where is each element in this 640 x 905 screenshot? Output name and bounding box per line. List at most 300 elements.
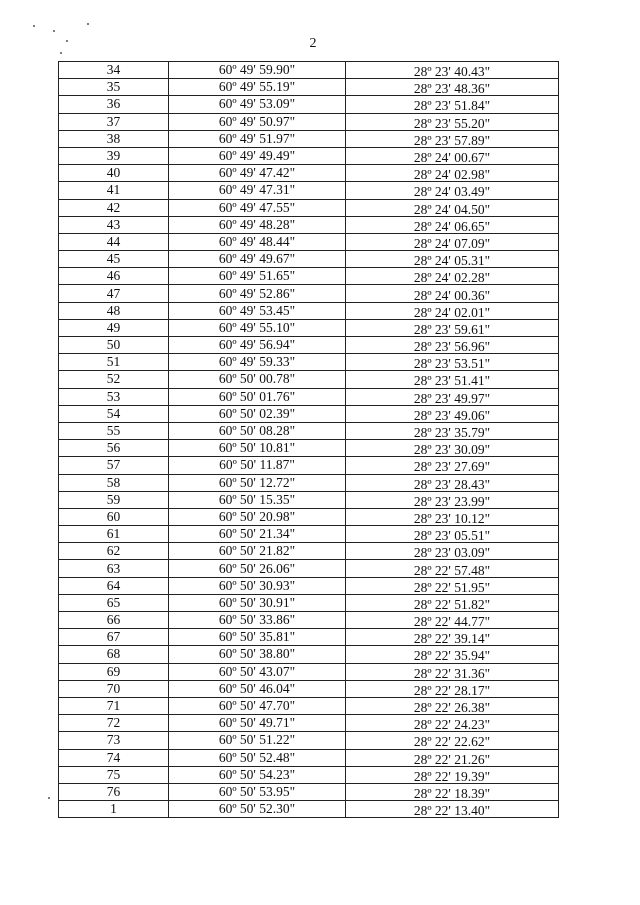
point-number-cell [59,337,169,354]
longitude-cell-text: 28º 23' 49.97" [413,390,491,406]
latitude-cell-text: 60º 50' 46.04" [218,680,296,696]
table-row [59,440,559,457]
longitude-cell [346,285,559,302]
point-number-cell-text: 69 [106,663,121,679]
point-number-cell [59,371,169,388]
latitude-cell [169,526,346,543]
longitude-cell-text: 28º 24' 00.36" [413,287,491,303]
table-row [59,96,559,113]
longitude-cell [346,422,559,439]
longitude-cell [346,147,559,164]
point-number-cell-text: 71 [106,698,121,714]
point-number-cell-text: 63 [106,560,121,576]
point-number-cell-text: 61 [106,526,121,542]
longitude-cell [346,526,559,543]
latitude-cell [169,96,346,113]
longitude-cell [346,62,559,79]
longitude-cell-text: 28º 23' 59.61" [413,321,491,337]
point-number-cell [59,629,169,646]
point-number-cell-text: 40 [106,165,121,181]
latitude-cell-text: 60º 49' 55.10" [218,319,296,335]
table-row [59,251,559,268]
longitude-cell-text: 28º 22' 26.38" [413,700,491,715]
longitude-cell [346,79,559,96]
latitude-cell [169,62,346,79]
longitude-cell-text: 28º 23' 03.09" [413,545,491,560]
latitude-cell-text: 60º 50' 08.28" [218,423,296,439]
latitude-cell-text: 60º 49' 48.44" [218,233,296,249]
point-number-cell [59,251,169,268]
latitude-cell-text: 60º 49' 49.49" [218,148,296,164]
table-row [59,491,559,508]
latitude-cell-text: 60º 49' 49.67" [218,251,296,267]
longitude-cell [346,440,559,457]
point-number-cell [59,405,169,422]
table-row [59,577,559,594]
table-row [59,62,559,79]
latitude-cell-text: 60º 50' 10.81" [218,440,296,456]
latitude-cell [169,543,346,560]
point-number-cell-text: 76 [106,783,121,799]
latitude-cell-text: 60º 49' 56.94" [218,337,296,353]
latitude-cell-text: 60º 50' 52.48" [218,749,296,765]
point-number-cell-text: 41 [106,182,121,198]
point-number-cell [59,354,169,371]
point-number-cell-text: 64 [106,577,121,593]
point-number-cell-text: 42 [106,199,121,215]
latitude-cell [169,302,346,319]
latitude-cell-text: 60º 50' 11.87" [219,457,295,473]
longitude-cell [346,216,559,233]
coordinates-table-body [59,62,559,818]
latitude-cell-text: 60º 49' 47.55" [218,199,296,215]
point-number-cell-text: 34 [106,62,121,78]
point-number-cell [59,732,169,749]
latitude-cell-text: 60º 49' 53.09" [218,96,296,112]
longitude-cell-text: 28º 24' 07.09" [413,235,491,251]
longitude-cell [346,646,559,663]
longitude-cell-text: 28º 23' 27.69" [413,459,491,474]
point-number-cell-text: 59 [106,491,121,507]
latitude-cell [169,474,346,491]
point-number-cell-text: 37 [106,113,121,129]
longitude-cell-text: 28º 24' 05.31" [413,253,491,268]
longitude-cell [346,560,559,577]
page-number: 2 [309,36,317,51]
point-number-cell [59,594,169,611]
table-row [59,543,559,560]
scan-speck [53,30,55,32]
point-number-cell [59,612,169,629]
longitude-cell [346,199,559,216]
latitude-cell-text: 60º 49' 59.33" [218,354,296,370]
point-number-cell-text: 49 [106,319,121,335]
longitude-cell-text: 28º 23' 23.99" [413,493,491,509]
table-row [59,199,559,216]
longitude-cell [346,319,559,336]
point-number-cell-text: 66 [106,612,121,628]
latitude-cell [169,715,346,732]
point-number-cell-text: 53 [106,388,121,404]
latitude-cell-text: 60º 50' 21.82" [218,543,296,559]
point-number-cell [59,422,169,439]
longitude-cell [346,577,559,594]
latitude-cell-text: 60º 49' 47.31" [218,182,296,198]
latitude-cell [169,440,346,457]
longitude-cell [346,543,559,560]
longitude-cell-text: 28º 23' 56.96" [413,339,491,354]
point-number-cell [59,680,169,697]
latitude-cell [169,732,346,749]
longitude-cell [346,371,559,388]
table-row [59,113,559,130]
table-row [59,233,559,250]
point-number-cell [59,302,169,319]
table-row [59,526,559,543]
longitude-cell-text: 28º 24' 02.98" [413,167,491,182]
point-number-cell [59,646,169,663]
longitude-cell-text: 28º 23' 48.36" [413,81,491,96]
latitude-cell [169,216,346,233]
longitude-cell [346,233,559,250]
latitude-cell [169,577,346,594]
latitude-cell [169,130,346,147]
longitude-cell [346,594,559,611]
latitude-cell [169,354,346,371]
table-row [59,422,559,439]
latitude-cell [169,594,346,611]
longitude-cell-text: 28º 22' 31.36" [413,665,491,681]
latitude-cell [169,113,346,130]
table-row [59,663,559,680]
point-number-cell [59,508,169,525]
point-number-cell-text: 65 [106,594,121,610]
point-number-cell-text: 72 [106,715,121,731]
latitude-cell [169,285,346,302]
longitude-cell-text: 28º 22' 13.40" [413,803,491,818]
latitude-cell-text: 60º 50' 38.80" [218,646,296,662]
point-number-cell [59,268,169,285]
point-number-cell [59,663,169,680]
latitude-cell [169,233,346,250]
point-number-cell [59,165,169,182]
table-row [59,715,559,732]
latitude-cell-text: 60º 50' 47.70" [218,698,296,714]
latitude-cell-text: 60º 49' 52.86" [218,285,296,301]
longitude-cell-text: 28º 24' 03.49" [413,184,491,199]
longitude-cell-text: 28º 23' 51.41" [413,373,491,389]
point-number-cell [59,96,169,113]
point-number-cell-text: 43 [106,216,121,232]
latitude-cell-text: 60º 50' 49.71" [218,715,296,731]
latitude-cell [169,371,346,388]
longitude-cell [346,783,559,800]
scan-speck [60,52,62,54]
point-number-cell-text: 70 [106,680,121,696]
latitude-cell-text: 60º 50' 35.81" [218,629,296,645]
latitude-cell [169,491,346,508]
table-row [59,474,559,491]
table-row [59,612,559,629]
table-row [59,783,559,800]
longitude-cell [346,612,559,629]
longitude-cell-text: 28º 22' 57.48" [413,562,491,578]
longitude-cell-text: 28º 23' 53.51" [413,356,491,371]
longitude-cell [346,629,559,646]
latitude-cell-text: 60º 50' 52.30" [218,801,296,817]
point-number-cell-text: 35 [106,79,121,95]
longitude-cell [346,680,559,697]
point-number-cell-text: 36 [106,96,121,112]
longitude-cell-text: 28º 23' 28.43" [413,476,491,492]
latitude-cell [169,612,346,629]
longitude-cell-text: 28º 22' 19.39" [413,768,491,784]
point-number-cell [59,491,169,508]
point-number-cell [59,199,169,216]
table-row [59,354,559,371]
table-row [59,646,559,663]
table-row [59,130,559,147]
point-number-cell [59,440,169,457]
longitude-cell-text: 28º 22' 35.94" [413,648,491,664]
table-row [59,79,559,96]
longitude-cell-text: 28º 22' 44.77" [413,614,491,629]
latitude-cell-text: 60º 50' 21.34" [218,526,296,542]
latitude-cell [169,697,346,714]
longitude-cell [346,354,559,371]
table-row [59,319,559,336]
point-number-cell [59,182,169,199]
longitude-cell-text: 28º 22' 51.95" [413,579,491,595]
latitude-cell [169,422,346,439]
latitude-cell [169,801,346,818]
latitude-cell-text: 60º 50' 00.78" [218,371,296,387]
latitude-cell-text: 60º 50' 43.07" [218,663,296,679]
latitude-cell [169,405,346,422]
point-number-cell-text: 38 [106,130,121,146]
longitude-cell [346,113,559,130]
longitude-cell-text: 28º 23' 57.89" [413,132,491,148]
longitude-cell [346,732,559,749]
point-number-cell [59,216,169,233]
point-number-cell-text: 57 [106,457,121,473]
longitude-cell [346,766,559,783]
latitude-cell [169,663,346,680]
point-number-cell [59,749,169,766]
longitude-cell-text: 28º 23' 35.79" [413,425,491,440]
longitude-cell [346,130,559,147]
latitude-cell-text: 60º 49' 47.42" [218,165,296,181]
latitude-cell-text: 60º 49' 51.65" [218,268,296,284]
longitude-cell [346,474,559,491]
point-number-cell [59,130,169,147]
point-number-cell-text: 56 [106,440,121,456]
latitude-cell [169,766,346,783]
longitude-cell-text: 28º 23' 05.51" [413,528,491,543]
longitude-cell-text: 28º 22' 21.26" [413,751,491,767]
longitude-cell-text: 28º 23' 51.84" [413,98,491,114]
point-number-cell [59,715,169,732]
point-number-cell [59,766,169,783]
table-row [59,801,559,818]
table-row [59,732,559,749]
longitude-cell [346,749,559,766]
latitude-cell [169,182,346,199]
table-row [59,766,559,783]
table-row [59,508,559,525]
point-number-cell-text: 50 [106,337,121,353]
longitude-cell-text: 28º 22' 28.17" [413,682,491,698]
point-number-cell [59,457,169,474]
longitude-cell [346,457,559,474]
point-number-cell-text: 51 [106,354,121,370]
point-number-cell [59,319,169,336]
longitude-cell-text: 28º 22' 51.82" [413,596,491,612]
table-row [59,371,559,388]
point-number-cell [59,577,169,594]
point-number-cell-text: 58 [106,474,121,490]
table-row [59,147,559,164]
longitude-cell [346,251,559,268]
table-row [59,302,559,319]
latitude-cell [169,319,346,336]
longitude-cell-text: 28º 24' 02.01" [413,304,491,320]
table-row [59,629,559,646]
table-row [59,182,559,199]
point-number-cell-text: 45 [106,251,121,267]
point-number-cell-text: 48 [106,302,121,318]
point-number-cell-text: 75 [106,766,121,782]
point-number-cell-text: 67 [106,629,121,645]
point-number-cell [59,560,169,577]
point-number-cell-text: 62 [106,543,121,559]
point-number-cell [59,233,169,250]
latitude-cell [169,629,346,646]
scan-speck [33,25,35,27]
point-number-cell [59,285,169,302]
longitude-cell-text: 28º 24' 00.67" [413,150,491,165]
table-row [59,216,559,233]
latitude-cell [169,749,346,766]
point-number-cell [59,801,169,818]
latitude-cell [169,457,346,474]
latitude-cell-text: 60º 50' 54.23" [218,766,296,782]
point-number-cell-text: 47 [106,285,121,301]
point-number-cell [59,113,169,130]
latitude-cell [169,199,346,216]
latitude-cell-text: 60º 50' 33.86" [218,612,296,628]
point-number-cell [59,474,169,491]
coordinates-table [58,61,559,818]
table-row [59,268,559,285]
point-number-cell-text: 39 [106,148,121,164]
latitude-cell-text: 60º 50' 12.72" [218,474,296,490]
point-number-cell [59,79,169,96]
table-row [59,457,559,474]
longitude-cell-text: 28º 24' 02.28" [413,270,491,285]
longitude-cell-text: 28º 24' 06.65" [413,218,491,234]
table-row [59,337,559,354]
latitude-cell-text: 60º 50' 30.93" [218,577,296,593]
longitude-cell [346,405,559,422]
point-number-cell-text: 73 [106,732,121,748]
longitude-cell-text: 28º 23' 10.12" [413,510,491,526]
scan-speck [87,23,89,25]
longitude-cell [346,801,559,818]
latitude-cell [169,680,346,697]
latitude-cell-text: 60º 49' 50.97" [218,113,296,129]
point-number-cell-text: 60 [106,508,121,524]
longitude-cell [346,388,559,405]
longitude-cell-text: 28º 23' 30.09" [413,442,491,457]
scan-speck [48,797,50,799]
table-row [59,405,559,422]
point-number-cell [59,783,169,800]
longitude-cell [346,697,559,714]
longitude-cell-text: 28º 23' 55.20" [413,115,491,131]
longitude-cell-text: 28º 22' 18.39" [413,785,491,801]
latitude-cell-text: 60º 49' 51.97" [218,130,296,146]
latitude-cell-text: 60º 50' 02.39" [218,405,296,421]
longitude-cell-text: 28º 23' 40.43" [413,64,491,79]
point-number-cell-text: 1 [110,801,117,817]
point-number-cell [59,62,169,79]
latitude-cell [169,388,346,405]
longitude-cell-text: 28º 22' 39.14" [413,631,491,646]
latitude-cell-text: 60º 50' 30.91" [218,594,296,610]
point-number-cell-text: 46 [106,268,121,284]
longitude-cell [346,337,559,354]
latitude-cell [169,337,346,354]
point-number-cell [59,697,169,714]
latitude-cell [169,783,346,800]
latitude-cell-text: 60º 50' 20.98" [218,508,296,524]
longitude-cell [346,165,559,182]
point-number-cell-text: 55 [106,423,121,439]
latitude-cell-text: 60º 49' 53.45" [218,302,296,318]
latitude-cell [169,165,346,182]
latitude-cell [169,646,346,663]
point-number-cell-text: 44 [106,233,121,249]
longitude-cell [346,715,559,732]
longitude-cell-text: 28º 24' 04.50" [413,201,491,217]
longitude-cell [346,508,559,525]
latitude-cell-text: 60º 49' 55.19" [218,79,296,95]
latitude-cell [169,251,346,268]
latitude-cell-text: 60º 50' 51.22" [218,732,296,748]
table-row [59,560,559,577]
table-row [59,749,559,766]
point-number-cell-text: 74 [106,749,121,765]
point-number-cell-text: 52 [106,371,121,387]
longitude-cell-text: 28º 23' 49.06" [413,407,491,423]
longitude-cell-text: 28º 22' 24.23" [413,717,491,732]
point-number-cell [59,388,169,405]
table-row [59,680,559,697]
table-row [59,697,559,714]
longitude-cell-text: 28º 22' 22.62" [413,734,491,749]
latitude-cell-text: 60º 50' 01.76" [218,388,296,404]
point-number-cell-text: 54 [106,405,121,421]
table-row [59,165,559,182]
longitude-cell [346,302,559,319]
longitude-cell [346,663,559,680]
latitude-cell-text: 60º 49' 59.90" [218,62,296,78]
latitude-cell-text: 60º 50' 15.35" [218,491,296,507]
latitude-cell-text: 60º 49' 48.28" [218,216,296,232]
latitude-cell [169,508,346,525]
longitude-cell [346,96,559,113]
